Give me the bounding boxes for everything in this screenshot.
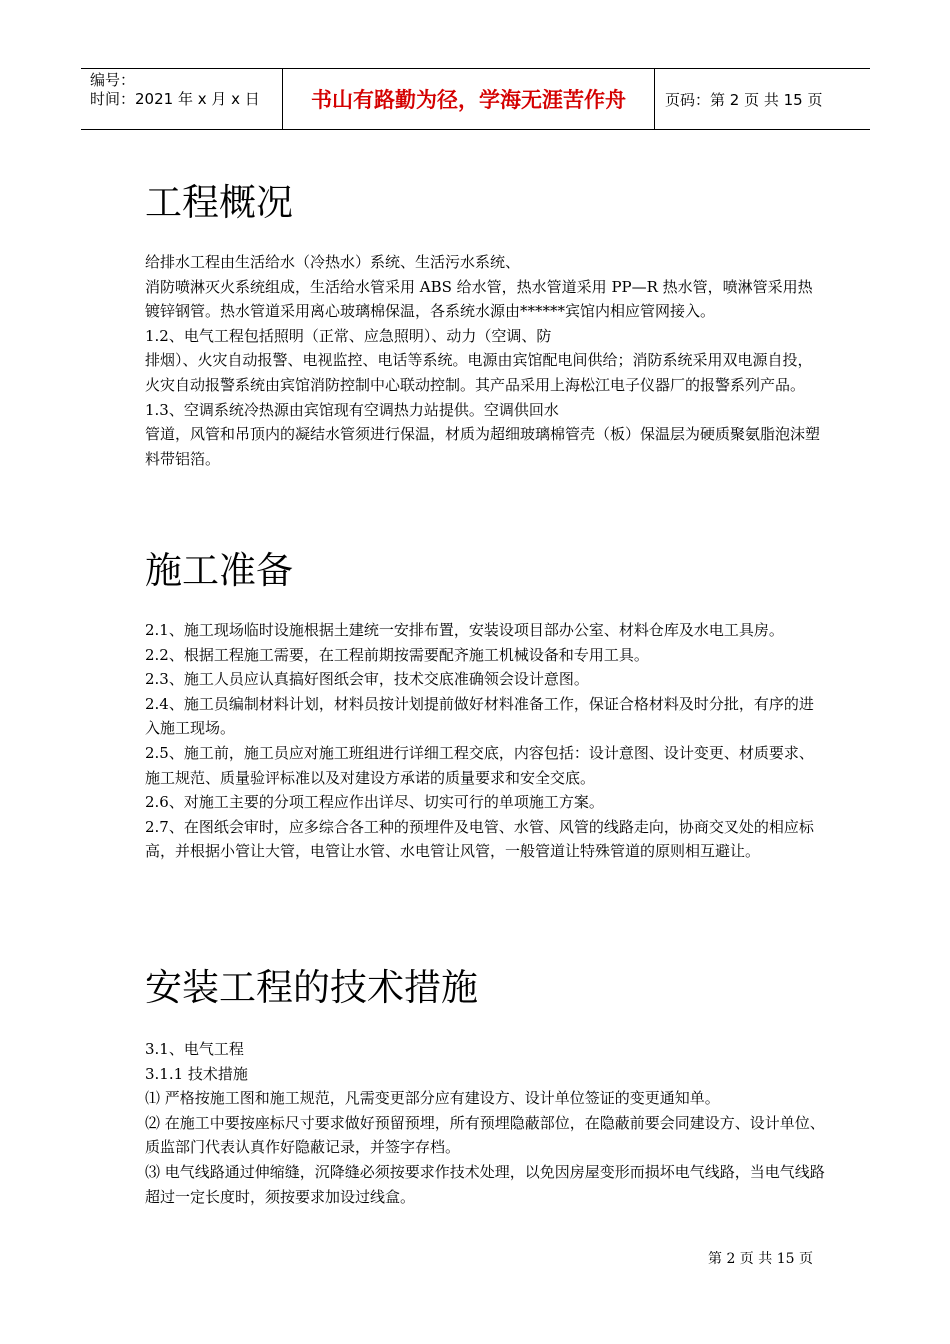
paragraph: 2.3、施工人员应认真搞好图纸会审，技术交底准确领会设计意图。 xyxy=(145,670,589,689)
paragraph: 2.1、施工现场临时设施根据土建统一安排布置，安装设项目部办公室、材料仓库及水电工具房。 xyxy=(145,621,784,639)
section-preparation xyxy=(145,549,825,593)
paragraph: 管道，风管和吊顶内的凝结水管须进行保温，材质为超细玻璃棉管壳（板）保温层为硬质聚氨脂泡沫塑料带铝箔。 xyxy=(145,425,821,468)
paragraph: 2.6、对施工主要的分项工程应作出详尽、切实可行的单项施工方案。 xyxy=(145,793,604,812)
section-overview xyxy=(145,181,825,225)
header-motto: 书山有路勤为径，学海无涯苦作舟 xyxy=(282,69,655,129)
paragraph: ⑴ 严格按施工图和施工规范，凡需变更部分应有建设方、设计单位签证的变更通知单。 xyxy=(145,1089,720,1108)
paragraph: 3.1、电气工程 xyxy=(145,1040,244,1058)
header-page-info: 页码：第 2 页 共 15 页 xyxy=(665,90,823,109)
page-header xyxy=(81,68,870,130)
header-meta xyxy=(81,69,282,129)
paragraph: ⑶ 电气线路通过伸缩缝，沉降缝必须按要求作技术处理，以免因房屋变形而损坏电气线路，当电气线路超过一定长度时，须按要求加设过线盒。 xyxy=(145,1162,825,1206)
section-preparation-body xyxy=(145,618,825,864)
paragraph: 2.5、施工前，施工员应对施工班组进行详细工程交底，内容包括：设计意图、设计变更、材质要求、施工规范、质量验评标准以及对建设方承诺的质量要求和安全交底。 xyxy=(145,743,814,787)
paragraph: 3.1.1 技术措施 xyxy=(145,1064,248,1083)
header-number: 编号： xyxy=(90,71,136,89)
section-title: 工程概况 xyxy=(145,181,293,224)
paragraph: 2.4、施工员编制材料计划，材料员按计划提前做好材料准备工作，保证合格材料及时分批，有序的进入施工现场。 xyxy=(145,694,814,738)
section-technical-measures-body xyxy=(145,1037,825,1209)
section-title: 安装工程的技术措施 xyxy=(145,966,478,1009)
paragraph: 1.3、空调系统冷热源由宾馆现有空调热力站提供。空调供回水 xyxy=(145,400,559,419)
section-technical-measures xyxy=(145,966,825,1010)
paragraph: 消防喷淋灭火系统组成，生活给水管采用 ABS 给水管，热水管道采用 PP—R 热水管，喷淋管采用热镀锌钢管。热水管道采用离心玻璃棉保温，各系统水源由******宾馆内相应管网接入。 xyxy=(145,277,813,321)
paragraph: 1.2、电气工程包括照明（正常、应急照明）、动力（空调、防 xyxy=(145,326,552,345)
paragraph: 2.2、根据工程施工需要，在工程前期按需要配齐施工机械设备和专用工具。 xyxy=(145,645,649,664)
paragraph: 给排水工程由生活给水（冷热水）系统、生活污水系统、 xyxy=(145,253,521,271)
header-date: 时间：2021 年 x 月 x 日 xyxy=(90,90,260,108)
paragraph: 排烟）、火灾自动报警、电视监控、电话等系统。电源由宾馆配电间供给；消防系统采用双电源自投，火灾自动报警系统由宾馆消防控制中心联动控制。其产品采用上海松江电子仪器厂的报警系列产品。 xyxy=(145,351,813,394)
page-footer: 第 2 页 共 15 页 xyxy=(708,1251,813,1267)
section-overview-body xyxy=(145,250,825,471)
section-title: 施工准备 xyxy=(145,549,293,592)
paragraph: ⑵ 在施工中要按座标尺寸要求做好预留预埋，所有预埋隐蔽部位，在隐蔽前要会同建设方、设计单位、质监部门代表认真作好隐蔽记录，并签字存档。 xyxy=(145,1113,825,1157)
paragraph: 2.7、在图纸会审时，应多综合各工种的预埋件及电管、水管、风管的线路走向，协商交叉处的相应标高，并根据小管让大管，电管让水管、水电管让风管，一般管道让特殊管道的原则相互避让。 xyxy=(145,817,814,861)
